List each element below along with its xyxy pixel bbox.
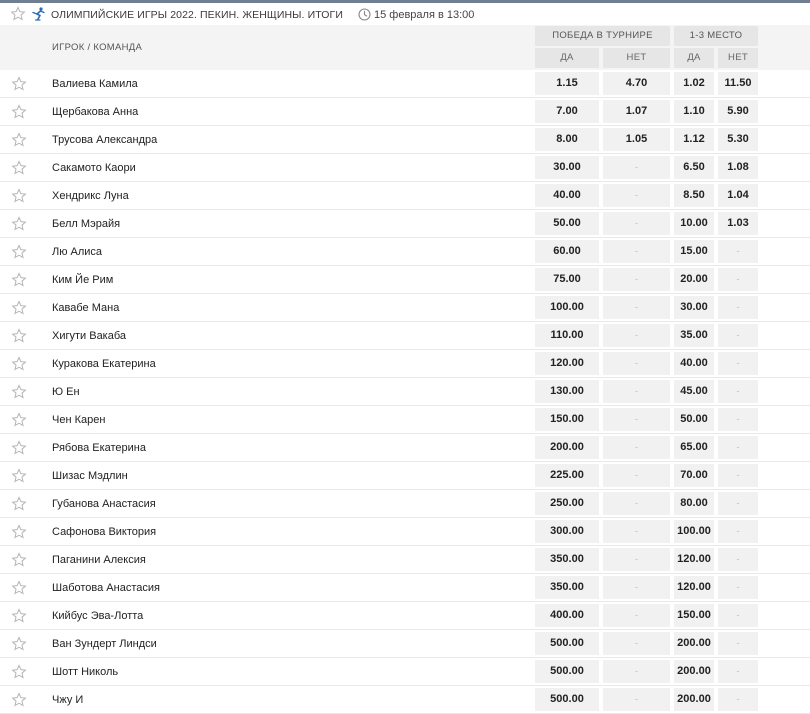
- favorite-star-icon[interactable]: [11, 664, 27, 680]
- odds-win-yes-cell[interactable]: 40.00: [535, 184, 599, 207]
- odds-win-yes-cell[interactable]: 130.00: [535, 380, 599, 403]
- odds-top3-yes-cell[interactable]: 65.00: [674, 436, 714, 459]
- table-row: [0, 406, 810, 434]
- odds-win-yes-cell[interactable]: 350.00: [535, 576, 599, 599]
- player-name: Шотт Николь: [52, 666, 119, 678]
- favorite-event-star-icon[interactable]: [10, 6, 26, 22]
- favorite-star-icon[interactable]: [11, 76, 27, 92]
- win-no-header: НЕТ: [603, 48, 670, 68]
- odds-top3-no-cell: -: [718, 408, 758, 431]
- odds-top3-yes-cell[interactable]: 150.00: [674, 604, 714, 627]
- odds-win-yes-cell[interactable]: 110.00: [535, 324, 599, 347]
- odds-top3-yes-cell[interactable]: 45.00: [674, 380, 714, 403]
- player-name: Кийбус Эва-Лотта: [52, 610, 144, 622]
- table-row: [0, 294, 810, 322]
- odds-top3-yes-cell[interactable]: 35.00: [674, 324, 714, 347]
- odds-top3-no-cell[interactable]: 11.50: [718, 72, 758, 95]
- odds-top3-no-cell: -: [718, 660, 758, 683]
- odds-top3-no-cell: -: [718, 604, 758, 627]
- favorite-star-icon[interactable]: [11, 300, 27, 316]
- player-name: Лю Алиса: [52, 246, 103, 258]
- player-column-header: ИГРОК / КОМАНДА: [52, 42, 143, 53]
- event-date: 15 февраля в 13:00: [374, 9, 475, 21]
- favorite-star-icon[interactable]: [11, 216, 27, 232]
- odds-win-yes-cell[interactable]: 400.00: [535, 604, 599, 627]
- table-row: [0, 378, 810, 406]
- favorite-star-icon[interactable]: [11, 692, 27, 708]
- odds-win-no-cell: -: [603, 324, 670, 347]
- table-row: [0, 322, 810, 350]
- odds-top3-yes-cell[interactable]: 30.00: [674, 296, 714, 319]
- odds-win-no-cell: -: [603, 408, 670, 431]
- odds-win-yes-cell[interactable]: 250.00: [535, 492, 599, 515]
- player-name: Хендрикс Луна: [52, 190, 129, 202]
- odds-win-no-cell: -: [603, 492, 670, 515]
- odds-top3-yes-cell[interactable]: 1.12: [674, 128, 714, 151]
- event-header: [0, 3, 810, 25]
- player-name: Сафонова Виктория: [52, 526, 157, 538]
- odds-top3-yes-cell[interactable]: 200.00: [674, 660, 714, 683]
- favorite-star-icon[interactable]: [11, 412, 27, 428]
- table-row: [0, 630, 810, 658]
- odds-top3-no-cell: -: [718, 268, 758, 291]
- table-row: [0, 70, 810, 98]
- player-name: Хигути Вакаба: [52, 330, 127, 342]
- win-yes-header: ДА: [535, 48, 599, 68]
- favorite-star-icon[interactable]: [11, 328, 27, 344]
- table-row: [0, 98, 810, 126]
- player-name: Сакамото Каори: [52, 162, 136, 174]
- odds-win-no-cell: -: [603, 632, 670, 655]
- odds-top3-yes-cell[interactable]: 200.00: [674, 632, 714, 655]
- odds-top3-yes-cell[interactable]: 120.00: [674, 576, 714, 599]
- odds-win-no-cell: -: [603, 604, 670, 627]
- table-header: [0, 25, 810, 70]
- odds-table-body: [0, 70, 810, 714]
- odds-top3-yes-cell[interactable]: 15.00: [674, 240, 714, 263]
- odds-top3-no-cell: -: [718, 352, 758, 375]
- table-row: [0, 602, 810, 630]
- odds-top3-no-cell: -: [718, 296, 758, 319]
- favorite-star-icon[interactable]: [11, 468, 27, 484]
- odds-win-no-cell[interactable]: 1.07: [603, 100, 670, 123]
- odds-top3-no-cell: -: [718, 576, 758, 599]
- table-row: [0, 462, 810, 490]
- favorite-star-icon[interactable]: [11, 244, 27, 260]
- odds-win-no-cell: -: [603, 240, 670, 263]
- table-row: [0, 210, 810, 238]
- table-row: [0, 238, 810, 266]
- player-name: Трусова Александра: [52, 134, 158, 146]
- favorite-star-icon[interactable]: [11, 440, 27, 456]
- favorite-star-icon[interactable]: [11, 636, 27, 652]
- odds-top3-no-cell: -: [718, 688, 758, 711]
- odds-win-yes-cell[interactable]: 225.00: [535, 464, 599, 487]
- odds-top3-no-cell: -: [718, 240, 758, 263]
- favorite-star-icon[interactable]: [11, 552, 27, 568]
- player-name: Рябова Екатерина: [52, 442, 146, 454]
- odds-top3-yes-cell[interactable]: 8.50: [674, 184, 714, 207]
- odds-win-no-cell[interactable]: 4.70: [603, 72, 670, 95]
- odds-top3-yes-cell[interactable]: 6.50: [674, 156, 714, 179]
- odds-win-yes-cell[interactable]: 7.00: [535, 100, 599, 123]
- odds-top3-no-cell: -: [718, 632, 758, 655]
- odds-win-yes-cell[interactable]: 30.00: [535, 156, 599, 179]
- table-row: [0, 182, 810, 210]
- player-name: Шаботова Анастасия: [52, 582, 160, 594]
- odds-top3-yes-cell[interactable]: 20.00: [674, 268, 714, 291]
- odds-top3-yes-cell[interactable]: 40.00: [674, 352, 714, 375]
- player-name: Чен Карен: [52, 414, 106, 426]
- table-row: [0, 546, 810, 574]
- table-row: [0, 490, 810, 518]
- odds-top3-yes-cell[interactable]: 1.02: [674, 72, 714, 95]
- odds-win-yes-cell[interactable]: 500.00: [535, 688, 599, 711]
- odds-top3-no-cell[interactable]: 1.04: [718, 184, 758, 207]
- odds-win-yes-cell[interactable]: 8.00: [535, 128, 599, 151]
- favorite-star-icon[interactable]: [11, 524, 27, 540]
- top3-group-header: 1-3 МЕСТО: [674, 26, 758, 46]
- odds-win-yes-cell[interactable]: 50.00: [535, 212, 599, 235]
- odds-win-no-cell: -: [603, 520, 670, 543]
- odds-win-yes-cell[interactable]: 60.00: [535, 240, 599, 263]
- odds-top3-yes-cell[interactable]: 10.00: [674, 212, 714, 235]
- odds-top3-no-cell: -: [718, 324, 758, 347]
- player-name: Ю Ен: [52, 386, 80, 398]
- player-name: Паганини Алексия: [52, 554, 146, 566]
- player-name: Шизас Мэдлин: [52, 470, 128, 482]
- odds-win-no-cell: -: [603, 688, 670, 711]
- odds-win-no-cell: -: [603, 660, 670, 683]
- odds-top3-no-cell[interactable]: 1.08: [718, 156, 758, 179]
- odds-win-no-cell: -: [603, 156, 670, 179]
- odds-top3-yes-cell[interactable]: 100.00: [674, 520, 714, 543]
- player-name: Чжу И: [52, 694, 84, 706]
- odds-win-yes-cell[interactable]: 300.00: [535, 520, 599, 543]
- odds-top3-yes-cell[interactable]: 1.10: [674, 100, 714, 123]
- odds-win-yes-cell[interactable]: 500.00: [535, 632, 599, 655]
- odds-top3-no-cell: -: [718, 492, 758, 515]
- odds-win-yes-cell[interactable]: 150.00: [535, 408, 599, 431]
- odds-top3-yes-cell[interactable]: 80.00: [674, 492, 714, 515]
- odds-win-yes-cell[interactable]: 100.00: [535, 296, 599, 319]
- event-title[interactable]: ОЛИМПИЙСКИЕ ИГРЫ 2022. ПЕКИН. ЖЕНЩИНЫ. ИТОГИ: [51, 9, 343, 21]
- figure-skating-icon: [31, 6, 47, 22]
- player-name: Щербакова Анна: [52, 106, 139, 118]
- odds-win-yes-cell[interactable]: 120.00: [535, 352, 599, 375]
- win-tournament-group-header: ПОБЕДА В ТУРНИРЕ: [535, 26, 670, 46]
- table-row: [0, 574, 810, 602]
- player-name: Кавабе Мана: [52, 302, 120, 314]
- table-row: [0, 518, 810, 546]
- table-row: [0, 266, 810, 294]
- player-name: Ван Зундерт Линдси: [52, 638, 157, 650]
- odds-top3-no-cell[interactable]: 5.90: [718, 100, 758, 123]
- odds-top3-no-cell: -: [718, 548, 758, 571]
- player-name: Губанова Анастасия: [52, 498, 156, 510]
- favorite-star-icon[interactable]: [11, 132, 27, 148]
- odds-win-yes-cell[interactable]: 75.00: [535, 268, 599, 291]
- odds-top3-yes-cell[interactable]: 50.00: [674, 408, 714, 431]
- odds-win-no-cell: -: [603, 464, 670, 487]
- favorite-star-icon[interactable]: [11, 496, 27, 512]
- table-row: [0, 154, 810, 182]
- odds-win-no-cell[interactable]: 1.05: [603, 128, 670, 151]
- top3-no-header: НЕТ: [718, 48, 758, 68]
- favorite-star-icon[interactable]: [11, 188, 27, 204]
- favorite-star-icon[interactable]: [11, 160, 27, 176]
- odds-win-no-cell: -: [603, 212, 670, 235]
- odds-win-no-cell: -: [603, 184, 670, 207]
- odds-top3-no-cell: -: [718, 436, 758, 459]
- player-name: Валиева Камила: [52, 78, 138, 90]
- odds-win-no-cell: -: [603, 436, 670, 459]
- player-name: Куракова Екатерина: [52, 358, 156, 370]
- odds-win-no-cell: -: [603, 548, 670, 571]
- odds-win-no-cell: -: [603, 576, 670, 599]
- odds-top3-no-cell[interactable]: 1.03: [718, 212, 758, 235]
- favorite-star-icon[interactable]: [11, 104, 27, 120]
- top3-yes-header: ДА: [674, 48, 714, 68]
- odds-top3-no-cell: -: [718, 520, 758, 543]
- table-row: [0, 350, 810, 378]
- table-row: [0, 686, 810, 714]
- favorite-star-icon[interactable]: [11, 608, 27, 624]
- odds-win-yes-cell[interactable]: 200.00: [535, 436, 599, 459]
- player-name: Ким Йе Рим: [52, 274, 114, 286]
- odds-win-no-cell: -: [603, 352, 670, 375]
- favorite-star-icon[interactable]: [11, 272, 27, 288]
- favorite-star-icon[interactable]: [11, 356, 27, 372]
- player-name: Белл Мэрайя: [52, 218, 121, 230]
- odds-top3-no-cell[interactable]: 5.30: [718, 128, 758, 151]
- table-row: [0, 434, 810, 462]
- odds-win-yes-cell[interactable]: 350.00: [535, 548, 599, 571]
- odds-top3-no-cell: -: [718, 380, 758, 403]
- odds-win-yes-cell[interactable]: 500.00: [535, 660, 599, 683]
- odds-top3-no-cell: -: [718, 464, 758, 487]
- odds-win-yes-cell[interactable]: 1.15: [535, 72, 599, 95]
- odds-top3-yes-cell[interactable]: 70.00: [674, 464, 714, 487]
- table-row: [0, 658, 810, 686]
- odds-win-no-cell: -: [603, 268, 670, 291]
- odds-top3-yes-cell[interactable]: 200.00: [674, 688, 714, 711]
- table-row: [0, 126, 810, 154]
- odds-win-no-cell: -: [603, 380, 670, 403]
- odds-top3-yes-cell[interactable]: 120.00: [674, 548, 714, 571]
- favorite-star-icon[interactable]: [11, 580, 27, 596]
- favorite-star-icon[interactable]: [11, 384, 27, 400]
- clock-icon: [358, 8, 371, 21]
- odds-win-no-cell: -: [603, 296, 670, 319]
